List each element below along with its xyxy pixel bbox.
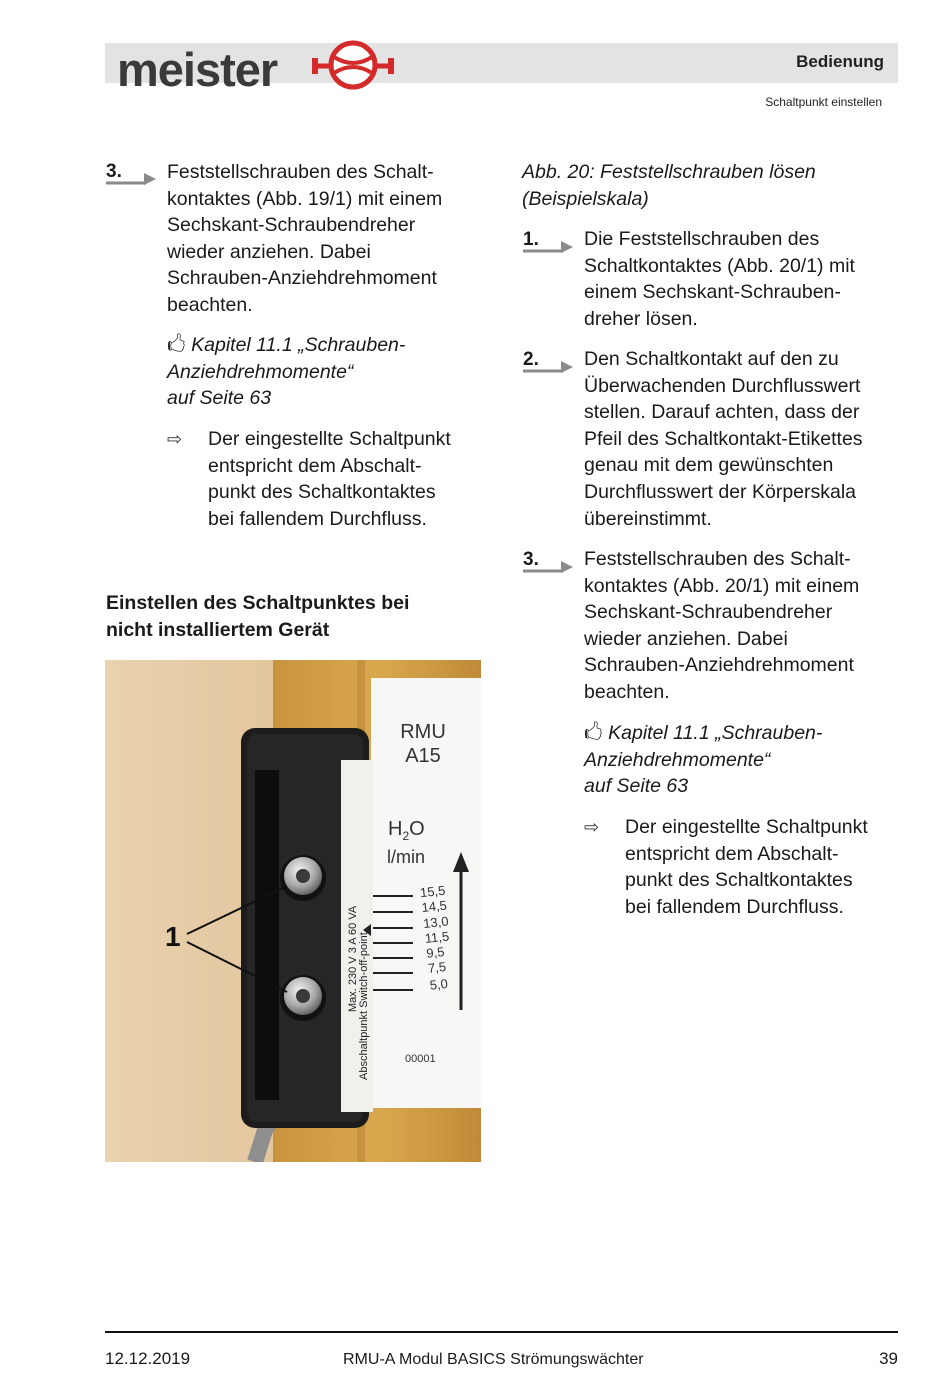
unit-label: l/min <box>387 847 426 867</box>
device-photo <box>105 660 481 1162</box>
scale-tick-label: 5,0 <box>428 975 449 993</box>
brand-logo-icon <box>312 36 394 96</box>
serial-number: 00001 <box>405 1053 436 1065</box>
subsection-title: Schaltpunkt einstellen <box>765 95 882 109</box>
result-arrow-icon: ⇨ <box>167 429 183 449</box>
scale-tick-label: 14,5 <box>420 897 448 916</box>
scale-tick-label: 11,5 <box>424 928 450 946</box>
step-text: Feststellschrauben des Schalt- kontaktes (Abb. 20/1) mit einem Sechskant-Schraubendreher wieder anziehen. Dabei Schrauben-Anziehdrehmoment beachten. <box>584 548 860 703</box>
step-number: 1. <box>523 229 539 250</box>
scale-tick-label: 9,5 <box>425 944 446 961</box>
scale-tick-label: 15,5 <box>419 882 446 901</box>
brand-logo-text: meister <box>117 43 278 96</box>
medium-subscript: 2 <box>402 829 410 843</box>
step-number: 2. <box>523 349 539 370</box>
step-text: Feststellschrauben des Schalt- kontaktes (Abb. 19/1) mit einem Sechskant-Schraubendreher wieder anziehen. Dabei Schrauben-Anziehdrehmoment beachten. <box>167 161 443 316</box>
device-label: Abschaltpunkt Switch-off-point <box>358 932 370 1080</box>
result-arrow-icon: ⇨ <box>584 817 600 837</box>
step-number: 3. <box>106 161 122 182</box>
medium-label-tail: O <box>409 818 425 840</box>
medium-label: H <box>388 818 403 840</box>
footer-document-title: RMU-A Modul BASICS Strömungswächter <box>343 1351 644 1368</box>
section-heading: Einstellen des Schaltpunktes bei nicht installiertem Gerät <box>106 592 410 641</box>
result-text: Der eingestellte Schaltpunkt entspricht dem Abschalt- punkt des Schaltkontaktes bei fallendem Durchfluss. <box>625 816 868 918</box>
device-label: Max. 230 V 3 A 60 VA <box>347 905 359 1012</box>
cross-reference-icon: 🖒 <box>167 334 186 356</box>
scale-label: A15 <box>405 745 441 767</box>
result-text: Der eingestellte Schaltpunkt entspricht dem Abschalt- punkt des Schaltkontaktes bei fallendem Durchfluss. <box>208 428 451 530</box>
scale-tick-label: 13,0 <box>422 913 450 932</box>
section-title: Bedienung <box>796 52 884 71</box>
page-number: 39 <box>879 1349 898 1368</box>
step-arrow-icon <box>523 360 573 374</box>
footer-divider <box>105 1331 898 1333</box>
step-text: Die Feststellschrauben des Schaltkontaktes (Abb. 20/1) mit einem Sechskant-Schrauben- dreher lösen. <box>584 228 855 330</box>
step-text: Den Schaltkontakt auf den zu Überwachenden Durchflusswert stellen. Darauf achten, dass der Pfeil des Schaltkontakt-Etikettes genau mit dem gewünschten Durchflusswert der Körperskala übereinstimmt. <box>584 348 863 530</box>
scale-label: RMU <box>400 721 446 743</box>
step-arrow-icon <box>523 240 573 254</box>
cross-reference[interactable]: 🖒 Kapitel 11.1 „Schrauben- Anziehdrehmomente“ auf Seite 63 <box>167 334 406 410</box>
figure-caption: Abb. 20: Feststellschrauben lösen (Beispielskala) <box>522 161 816 210</box>
step-arrow-icon <box>106 172 156 186</box>
cross-reference[interactable]: 🖒 Kapitel 11.1 „Schrauben- Anziehdrehmomente“ auf Seite 63 <box>584 722 823 798</box>
cross-reference-icon: 🖒 <box>584 722 603 744</box>
footer-date: 12.12.2019 <box>105 1349 191 1368</box>
scale-tick-label: 7,5 <box>427 958 447 976</box>
step-arrow-icon <box>523 560 573 574</box>
step-number: 3. <box>523 549 539 570</box>
callout-number: 1 <box>165 921 181 952</box>
